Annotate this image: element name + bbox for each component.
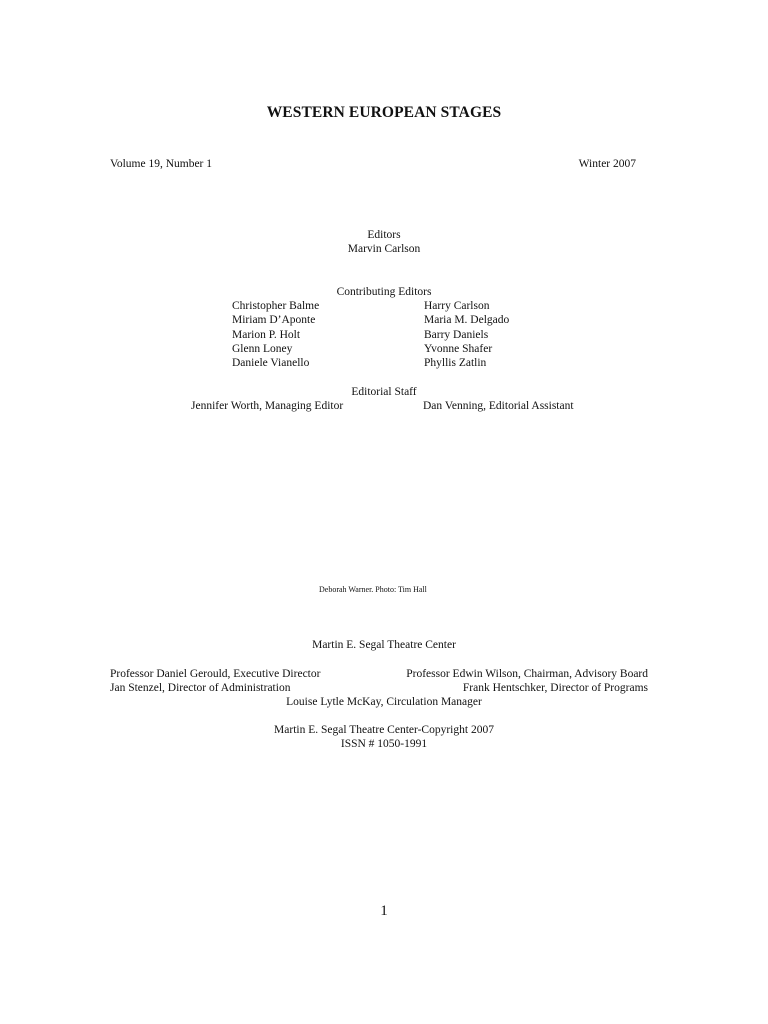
contributor-name: Phyllis Zatlin bbox=[424, 357, 487, 370]
contributing-editors-left-column bbox=[232, 299, 319, 370]
volume-number: Volume 19, Number 1 bbox=[110, 158, 213, 170]
managing-editor: Jennifer Worth, Managing Editor bbox=[191, 400, 344, 412]
contributor-name: Christopher Balme bbox=[232, 300, 320, 312]
photo-caption: Deborah Warner. Photo: Tim Hall bbox=[319, 585, 427, 594]
circulation-manager: Louise Lytle McKay, Circulation Manager bbox=[286, 696, 482, 708]
contributing-editors-heading: Contributing Editors bbox=[336, 286, 432, 298]
issn-number: ISSN # 1050-1991 bbox=[340, 738, 428, 750]
editors-heading: Editors bbox=[367, 229, 401, 241]
contributor-name: Yvonne Shafer bbox=[424, 342, 493, 355]
contributor-name: Glenn Loney bbox=[232, 342, 293, 355]
contributing-editors-right-column bbox=[424, 299, 509, 370]
page-number: 1 bbox=[380, 903, 388, 919]
contributor-name: Miriam D’Aponte bbox=[232, 314, 316, 327]
theatre-center-name: Martin E. Segal Theatre Center bbox=[312, 639, 456, 651]
contributor-name: Daniele Vianello bbox=[232, 357, 310, 370]
editorial-assistant: Dan Venning, Editorial Assistant bbox=[423, 400, 574, 412]
copyright-line: Martin E. Segal Theatre Center-Copyright 2007 bbox=[274, 724, 494, 736]
director-of-administration: Jan Stenzel, Director of Administration bbox=[110, 682, 291, 694]
contributor-name: Marion P. Holt bbox=[232, 328, 301, 341]
executive-director: Professor Daniel Gerould, Executive Director bbox=[110, 668, 321, 680]
editor-name: Marvin Carlson bbox=[347, 243, 421, 255]
contributor-name: Maria M. Delgado bbox=[424, 314, 510, 327]
editorial-staff-heading: Editorial Staff bbox=[351, 386, 417, 398]
journal-title: WESTERN EUROPEAN STAGES bbox=[266, 104, 502, 121]
contributor-name: Harry Carlson bbox=[424, 300, 490, 312]
advisory-board-chairman: Professor Edwin Wilson, Chairman, Advisory Board bbox=[406, 668, 648, 680]
contributor-name: Barry Daniels bbox=[424, 328, 489, 341]
director-of-programs: Frank Hentschker, Director of Programs bbox=[462, 682, 648, 694]
issue-season: Winter 2007 bbox=[578, 158, 636, 170]
